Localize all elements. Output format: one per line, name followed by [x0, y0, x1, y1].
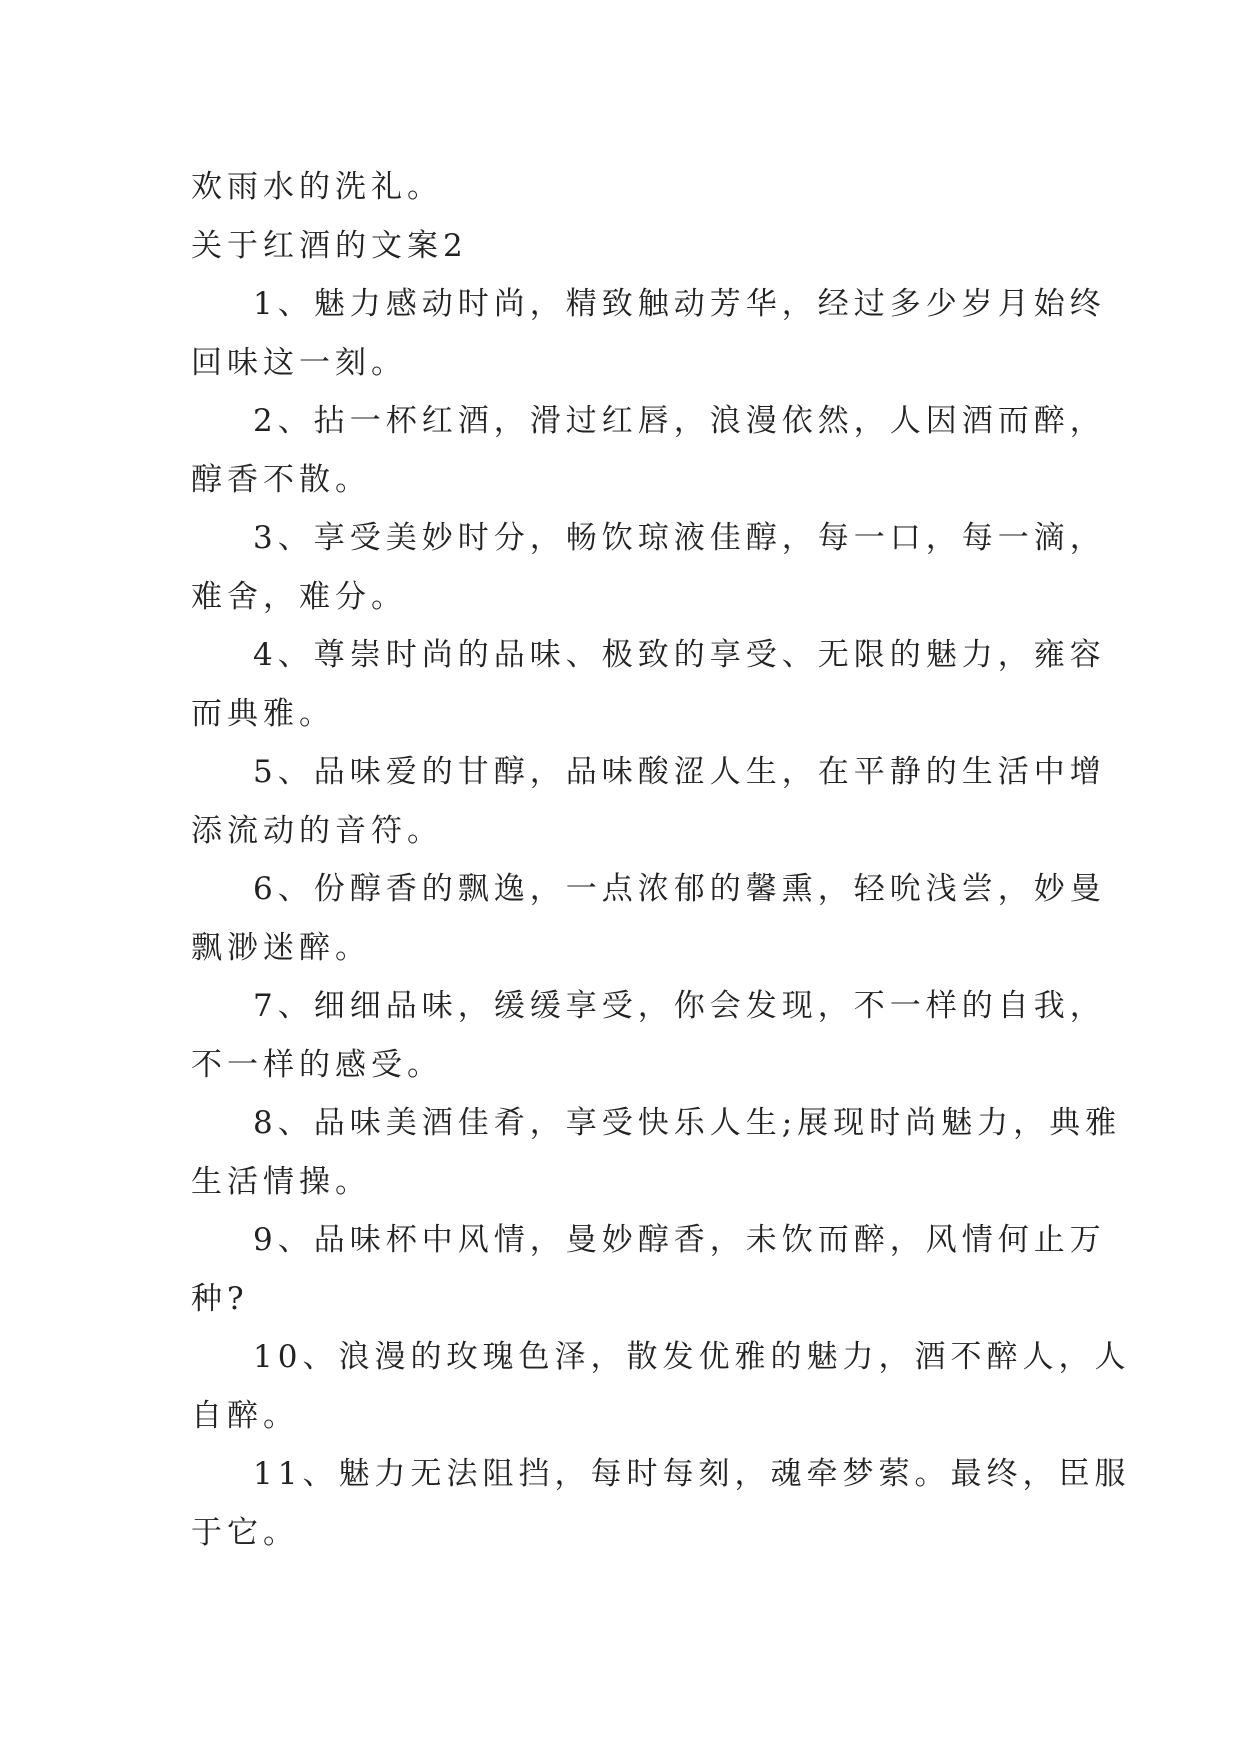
text-line: 6、份醇香的飘逸，一点浓郁的馨熏，轻吮浅尝，妙曼 [253, 871, 1106, 907]
text-line: 2、拈一杯红酒，滑过红唇，浪漫依然，人因酒而醉， [253, 403, 1106, 439]
text-line: 种? [191, 1280, 249, 1317]
text-line: 于它。 [191, 1514, 299, 1551]
text-line: 生活情操。 [191, 1163, 371, 1200]
text-line: 不一样的感受。 [191, 1046, 443, 1083]
section-heading: 关于红酒的文案2 [191, 227, 468, 264]
text-line: 难舍，难分。 [191, 578, 407, 615]
text-line: 醇香不散。 [191, 461, 371, 498]
text-line: 而典雅。 [191, 695, 335, 732]
text-line: 1、魅力感动时尚，精致触动芳华，经过多少岁月始终 [253, 286, 1106, 322]
text-line: 添流动的音符。 [191, 812, 443, 849]
text-line: 11、魅力无法阻挡，每时每刻，魂牵梦萦。最终，臣服 [253, 1456, 1131, 1492]
text-line: 8、品味美酒佳肴，享受快乐人生;展现时尚魅力，典雅 [253, 1105, 1122, 1141]
text-line: 3、享受美妙时分，畅饮琼液佳醇，每一口，每一滴， [253, 520, 1106, 556]
text-line: 7、细细品味，缓缓享受，你会发现，不一样的自我， [253, 988, 1106, 1024]
text-line: 4、尊崇时尚的品味、极致的享受、无限的魅力，雍容 [253, 637, 1106, 673]
text-line: 回味这一刻。 [191, 344, 407, 381]
text-line: 5、品味爱的甘醇，品味酸涩人生，在平静的生活中增 [253, 754, 1106, 790]
text-line: 欢雨水的洗礼。 [191, 169, 443, 205]
text-line: 自醉。 [191, 1397, 299, 1434]
document-body [191, 158, 1131, 1562]
text-line: 飘渺迷醉。 [191, 929, 371, 966]
text-line: 9、品味杯中风情，曼妙醇香，未饮而醉，风情何止万 [253, 1222, 1106, 1258]
text-line: 10、浪漫的玫瑰色泽，散发优雅的魅力，酒不醉人，人 [253, 1339, 1131, 1375]
